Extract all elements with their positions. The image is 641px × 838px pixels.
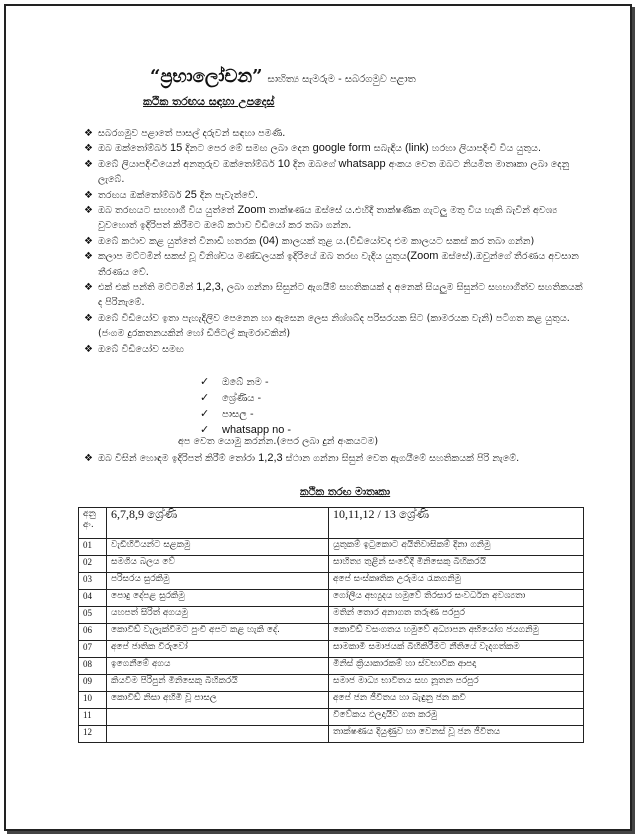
checklist-item — [200, 406, 291, 422]
checklist-label: ඔබේ නම - — [222, 377, 269, 388]
instruction-text: දින පැවැත්වේ. — [196, 189, 259, 201]
topic-grades-6-9: අපේ ජාතික විරුවෝ — [107, 641, 329, 658]
topic-number: 10 — [79, 692, 107, 709]
topics-table — [78, 507, 584, 743]
page-title: “ප්‍රභාලෝචන” — [150, 66, 263, 87]
topic-grades-6-9 — [107, 726, 329, 743]
video-checklist — [200, 374, 291, 438]
instruction-item — [84, 203, 584, 234]
table-row — [79, 641, 584, 658]
table-row — [79, 624, 584, 641]
diamond-bullet-icon: ❖ — [84, 205, 93, 217]
checkmark-icon: ✓ — [200, 391, 210, 404]
instruction-text: ඔබේ වීඩියෝව සමඟ — [98, 343, 184, 355]
instruction-text: කාලයක් තුළ ය.(වීඩියෝවද එම කාලයට සකස් කර තබා ගන්න) — [278, 235, 535, 247]
topic-grades-10-13: මතින් තොර අනාගත තරුණ පරපුර — [329, 607, 584, 624]
instruction-item — [84, 188, 584, 203]
instruction-text: 10 — [277, 157, 290, 170]
diamond-bullet-icon: ❖ — [84, 343, 93, 355]
checkmark-icon: ✓ — [200, 375, 210, 388]
instruction-text: 15 — [170, 142, 183, 155]
topic-grades-6-9: ඉගෙනීමේ අගය — [107, 658, 329, 675]
table-row — [79, 726, 584, 743]
diamond-bullet-icon: ❖ — [84, 282, 93, 294]
topic-grades-6-9: පරිසරය සුරකිමු — [107, 573, 329, 590]
diamond-bullet-icon: ❖ — [84, 453, 93, 464]
checklist-label: පාසල - — [222, 409, 254, 420]
table-row — [79, 556, 584, 573]
diamond-bullet-icon: ❖ — [84, 235, 93, 247]
header-grades-6-9: 6,7,8,9 ශ්‍රේණි — [107, 508, 329, 539]
header-number: අනු අං. — [79, 508, 107, 539]
instruction-text: අංකය වෙත ඔබට නියමිත මාතෘකා ලබා දෙනු ලැබේ. — [98, 158, 570, 186]
topic-grades-6-9 — [107, 709, 329, 726]
header-grades-10-13: 10,11,12 / 13 ශ්‍රේණි — [329, 508, 584, 539]
instruction-text: සබරගමුව පළාතේ පාසල් දරුවන් සඳහා පමණි. — [98, 128, 286, 139]
instruction-text: ඔබේ ලියාපදිංචියෙන් අනතුරුව ඔක්තෝම්බර් — [98, 158, 278, 170]
topic-number: 09 — [79, 675, 107, 692]
diamond-bullet-icon: ❖ — [84, 128, 93, 139]
instruction-text: එක් එක් පන්ති මට්ටමින් — [98, 282, 197, 294]
instruction-item — [84, 234, 584, 249]
topic-grades-10-13: සමාජ මාධ්‍ය භාවිතය සහ නූතන පරපුර — [329, 675, 584, 692]
instruction-item — [84, 451, 584, 466]
topic-grades-6-9: සමගිය බලය වේ — [107, 556, 329, 573]
topic-grades-6-9: කොවිඩ් වැලැක්වීමට පුංචි අපට කළ හැකි දේ. — [107, 624, 329, 641]
topic-number: 08 — [79, 658, 107, 675]
instruction-text: ඔබ තරඟයට සහභාගී විය යුත්තේ — [98, 205, 238, 217]
topic-grades-6-9: වැඩිහිටියන්ට සළකමු — [107, 539, 329, 556]
topics-table-title: කථික තරඟ මාතෘකා — [300, 486, 391, 498]
instruction-text: හරහා ලියාපදිංචි විය යුතුය. — [428, 143, 542, 155]
instruction-text: ස්ථාන ගන්නා සිසුන් වෙත ඇගයීමේ සහතිකයක් පිරි නැමේ. — [282, 453, 520, 464]
instruction-text: කලාප මට්ටමින් සකස් වූ විනිශ්චය මණ්ඩලයක් ඉදිරියේ ඔබ තරඟ වැදිය යුතුය — [98, 251, 407, 263]
diamond-bullet-icon: ❖ — [84, 189, 93, 201]
instruction-text: තරඟය ඔක්තෝම්බර් — [98, 189, 185, 201]
instruction-item — [84, 311, 584, 342]
instruction-text: ඔස්සේ).ඔවුන්ගේ තීරණය අවසාන තීරණය වේ. — [98, 251, 579, 278]
instruction-item — [84, 126, 584, 141]
instruction-text: 25 — [184, 188, 197, 201]
topic-grades-10-13: ගෝලීය අභ්‍යුදය හමුවේ තිරසාර සංවර්ධන අවශ්‍යතා — [329, 590, 584, 607]
topic-number: 05 — [79, 607, 107, 624]
checklist-label: whatsapp no - — [222, 424, 292, 436]
topic-grades-10-13: මිනිස් ක්‍රියාකාරකම් හා ස්වභාවික ආපදා — [329, 658, 584, 675]
topic-number: 01 — [79, 539, 107, 556]
instruction-text: දිනට පෙර මේ සමඟ ලබා දෙන — [182, 143, 313, 155]
title-event: සාහිත්‍ය සැමරුම - සබරගමුව පළාත — [267, 74, 416, 85]
checklist-item — [200, 374, 291, 390]
instruction-text: whatsapp — [338, 157, 386, 170]
instruction-text: (link) — [405, 142, 429, 155]
diamond-bullet-icon: ❖ — [84, 143, 93, 155]
topic-grades-6-9: කොවිඩ් නිසා අහිමි වූ පාසල — [107, 692, 329, 709]
topic-number: 06 — [79, 624, 107, 641]
topic-grades-6-9: කියවීම පිරිපුන් මිනිසෙකු බිහිකරයි — [107, 675, 329, 692]
table-row — [79, 709, 584, 726]
topic-grades-10-13: අපේ ජන ජීවිතය හා බැඳුනු ජන කවි — [329, 692, 584, 709]
instruction-text: ඔබේ වීඩියෝව ඉතා පැහැදිලිව පෙනෙන හා ඇසෙන ලෙස නිශ්ශබ්ද පරිසරයක සිට (කාමරයක වැනි) පටිගත කළ යුතුය.(ජංගම දුරකතනයකින් හෝ ඩිජිටල් කැමරාවකින්) — [98, 312, 570, 340]
diamond-bullet-icon: ❖ — [84, 158, 93, 170]
topic-number: 12 — [79, 726, 107, 743]
topic-grades-10-13: සාමකාමී සමාජයක් බිහිකිරීමට නීතියේ වැදගත්කම — [329, 641, 584, 658]
final-instruction-list — [84, 451, 584, 466]
checklist-note: අප වෙත යොමු කරන්න.(පෙර ලබා දුන් අංකයටම) — [178, 436, 379, 447]
instruction-text: (Zoom — [406, 250, 439, 263]
table-row — [79, 607, 584, 624]
instruction-item — [84, 141, 584, 156]
instruction-text: සබැඳිය — [370, 143, 406, 155]
instruction-text: google form — [312, 142, 371, 155]
topic-number: 02 — [79, 556, 107, 573]
instruction-text: දින ඔබගේ — [289, 158, 339, 170]
instruction-text: තාක්ෂණය ඔස්සේ ය.එහිදී තාක්ෂණික ගැටලු මතු විය හැකි බැවින් අවශ්‍ය වුවහොත් ඉදිරිපත් කිරීමට ඔබේ කථාව වීඩියෝ කර තබා ගන්න. — [98, 205, 558, 232]
topic-grades-10-13: විවේකය ඵලදායීව ගත කරමු — [329, 709, 584, 726]
title-row — [150, 66, 620, 87]
instruction-text: Zoom — [237, 204, 266, 217]
instruction-text: ඔබ විසින් හොඳම ඉදිරිපත් කිරීම් තෝරා — [98, 453, 259, 464]
topic-number: 04 — [79, 590, 107, 607]
instruction-item — [84, 280, 584, 311]
topic-grades-10-13: සාහිත්‍ය තුළින් සංවේදී මිනිසෙකු බිහිකරයි — [329, 556, 584, 573]
topic-grades-10-13: තාක්ෂණය දියුණුව හා වෙනස් වූ ජන ජීවිතය — [329, 726, 584, 743]
topic-number: 11 — [79, 709, 107, 726]
topic-grades-10-13: කොවිඩ් වසංගතය හමුවේ අධ්‍යාපන අභියෝග ජයගනිමු — [329, 624, 584, 641]
diamond-bullet-icon: ❖ — [84, 312, 93, 324]
instruction-item — [84, 342, 584, 357]
instruction-text: (04) — [259, 234, 279, 247]
table-row — [79, 573, 584, 590]
instruction-text: ඔබේ කථාව කළ යුත්තේ විනාඩි හතරක — [98, 235, 260, 247]
table-row — [79, 692, 584, 709]
topic-grades-6-9: යහපත් සිරිත් අගයමු — [107, 607, 329, 624]
checkmark-icon: ✓ — [200, 407, 210, 420]
topic-grades-10-13: අපේ සංස්කෘතික උරුමය රැකගනිමු — [329, 573, 584, 590]
table-row — [79, 539, 584, 556]
topic-grades-6-9: පොදු දේපළ සුරකිමු — [107, 590, 329, 607]
table-row — [79, 675, 584, 692]
instructions-heading: කථික තරඟය සඳහා උපදෙස් — [143, 95, 275, 108]
topic-number: 07 — [79, 641, 107, 658]
instruction-item — [84, 249, 584, 280]
instruction-text: 1,2,3 — [258, 452, 283, 464]
instruction-text: ලබා ගන්නා සිසුන්ට ඇගයීම් සහතිකයක් ද අනෙක් සියලුම සිසුන්ට සහභාගීත්ව සහතිකයක් ද පිරිනැමේ. — [98, 282, 583, 309]
topics-header-row — [79, 508, 584, 539]
diamond-bullet-icon: ❖ — [84, 251, 93, 263]
topic-number: 03 — [79, 573, 107, 590]
checkmark-icon: ✓ — [200, 423, 210, 436]
table-row — [79, 658, 584, 675]
instruction-text: 1,2,3, — [196, 281, 224, 294]
table-row — [79, 590, 584, 607]
checklist-item — [200, 390, 291, 406]
instruction-text: ඔබ ඔක්තෝම්බර් — [98, 143, 170, 155]
checklist-label: ශ්‍රේණිය - — [222, 393, 262, 404]
topic-grades-10-13: යුතුකම් ඉටුකොට අයිතිවාසිකම් දිනා ගනිමු — [329, 539, 584, 556]
instruction-item — [84, 157, 584, 188]
instructions-list — [84, 126, 584, 357]
